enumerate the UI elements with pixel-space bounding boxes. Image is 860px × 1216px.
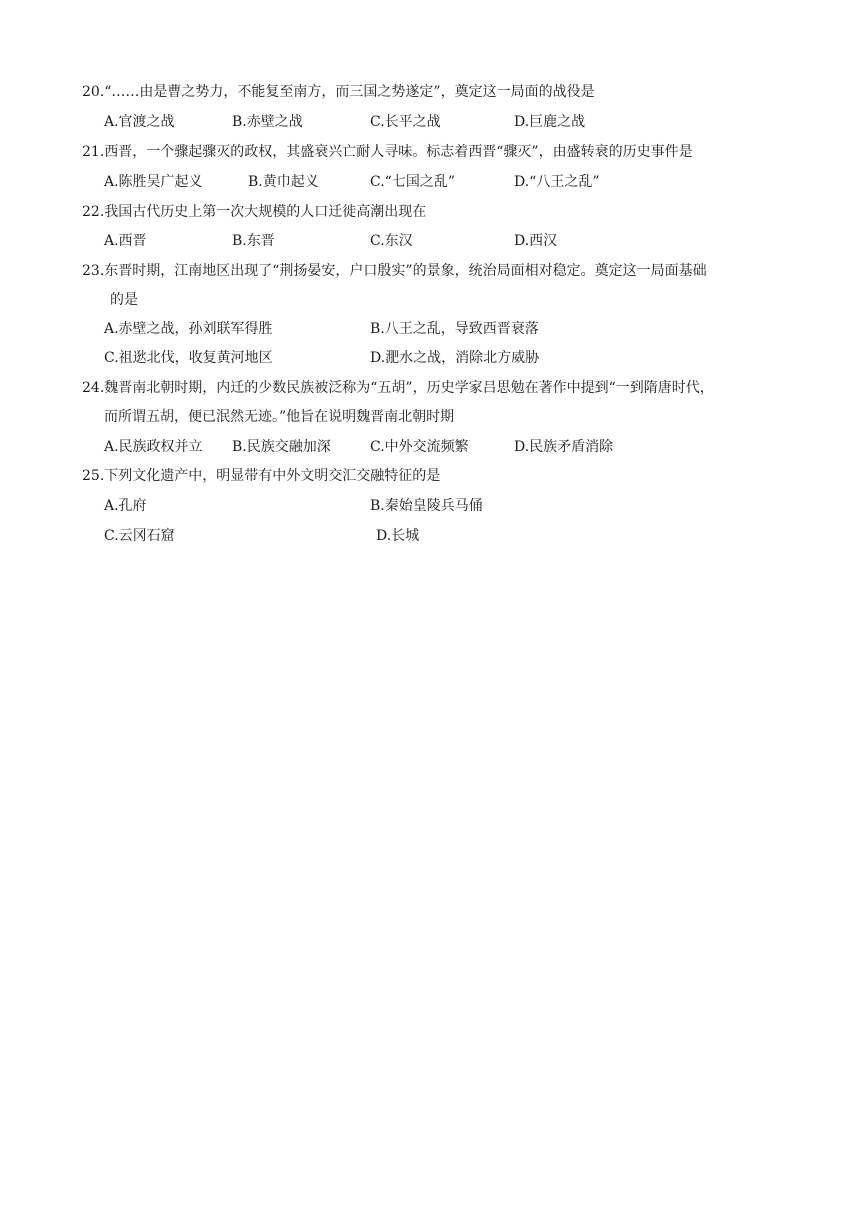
question-24-option-d[interactable]: D.民族矛盾消除 <box>514 439 614 455</box>
question-20-stem: 20.“……由是曹之势力，不能复至南方，而三国之势遂定”，奠定这一局面的战役是 <box>82 84 595 100</box>
question-23-stem: 23.东晋时期，江南地区出现了“荆扬晏安，户口殷实”的景象，统治局面相对稳定。奠定这一局面基础 <box>82 263 707 279</box>
question-22-option-b[interactable]: B.东晋 <box>232 233 275 249</box>
question-23-stem-continued: 的是 <box>110 292 138 308</box>
question-24-stem: 24.魏晋南北朝时期，内迁的少数民族被泛称为“五胡”，历史学家吕思勉在著作中提到“一到隋唐时代， <box>82 380 714 396</box>
question-21-option-a[interactable]: A.陈胜吴广起义 <box>104 174 203 190</box>
question-25-stem: 25.下列文化遗产中，明显带有中外文明交汇交融特征的是 <box>82 468 441 484</box>
question-20-option-d[interactable]: D.巨鹿之战 <box>514 114 586 130</box>
question-24-option-c[interactable]: C.中外交流频繁 <box>370 439 469 455</box>
question-20-option-c[interactable]: C.长平之战 <box>370 114 441 130</box>
question-21-option-c[interactable]: C.“七国之乱” <box>370 174 455 190</box>
question-25-option-a[interactable]: A.孔府 <box>104 498 147 514</box>
question-22-stem: 22.我国古代历史上第一次大规模的人口迁徙高潮出现在 <box>82 204 427 220</box>
question-21-option-b[interactable]: B.黄巾起义 <box>248 174 319 190</box>
question-22-option-a[interactable]: A.西晋 <box>104 233 147 249</box>
question-23-option-d[interactable]: D.淝水之战，消除北方威胁 <box>370 350 540 366</box>
question-23-option-c[interactable]: C.祖逖北伐，收复黄河地区 <box>104 350 273 366</box>
question-24-stem-continued: 而所谓五胡，便已泯然无迹。”他旨在说明魏晋南北朝时期 <box>104 409 455 425</box>
question-22-option-d[interactable]: D.西汉 <box>514 233 558 249</box>
question-23-option-a[interactable]: A.赤壁之战，孙刘联军得胜 <box>104 321 273 337</box>
question-24-option-a[interactable]: A.民族政权并立 <box>104 439 203 455</box>
question-25-option-b[interactable]: B.秦始皇陵兵马俑 <box>370 498 483 514</box>
question-21-stem: 21.西晋，一个骤起骤灭的政权，其盛衰兴亡耐人寻味。标志着西晋“骤灭”，由盛转衰的历史事件是 <box>82 144 693 160</box>
question-22-option-c[interactable]: C.东汉 <box>370 233 413 249</box>
question-23-option-b[interactable]: B.八王之乱，导致西晋衰落 <box>370 321 539 337</box>
question-20-option-b[interactable]: B.赤壁之战 <box>232 114 303 130</box>
question-25-option-c[interactable]: C.云冈石窟 <box>104 528 175 544</box>
question-20-option-a[interactable]: A.官渡之战 <box>104 114 175 130</box>
question-24-option-b[interactable]: B.民族交融加深 <box>232 439 331 455</box>
question-25-option-d[interactable]: D.长城 <box>376 528 420 544</box>
question-21-option-d[interactable]: D.“八王之乱” <box>514 174 600 190</box>
